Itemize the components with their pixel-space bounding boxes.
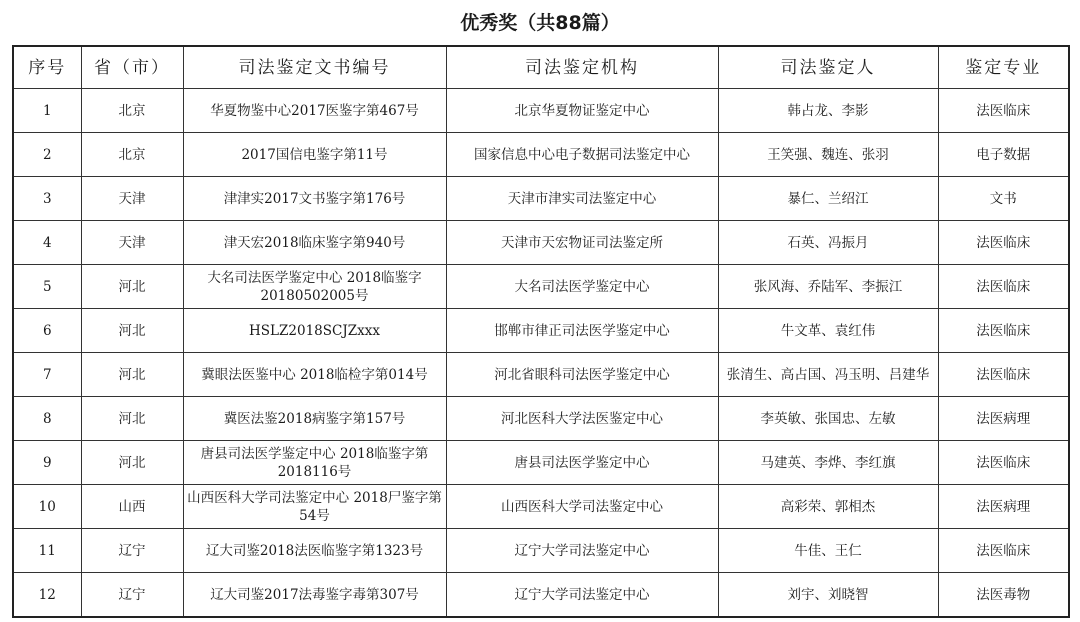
cell-province: 河北: [81, 265, 183, 309]
header-specialty: 鉴定专业: [938, 46, 1069, 89]
cell-province: 北京: [81, 89, 183, 133]
header-index: 序号: [13, 46, 81, 89]
table-row: [13, 485, 1069, 529]
cell-index: 12: [13, 573, 81, 618]
cell-institution: 唐县司法医学鉴定中心: [446, 441, 718, 485]
cell-document-number: 冀眼法医鉴中心 2018临检字第014号: [183, 353, 446, 397]
cell-appraisers: 王笑强、魏连、张羽: [718, 133, 938, 177]
cell-specialty: 法医临床: [938, 353, 1069, 397]
cell-index: 11: [13, 529, 81, 573]
award-table: [12, 45, 1070, 618]
cell-institution: 北京华夏物证鉴定中心: [446, 89, 718, 133]
cell-specialty: 法医临床: [938, 529, 1069, 573]
cell-appraisers: 刘宇、刘晓智: [718, 573, 938, 618]
cell-institution: 辽宁大学司法鉴定中心: [446, 529, 718, 573]
table-row: [13, 133, 1069, 177]
cell-index: 4: [13, 221, 81, 265]
cell-index: 2: [13, 133, 81, 177]
cell-document-number: 冀医法鉴2018病鉴字第157号: [183, 397, 446, 441]
cell-appraisers: 暴仁、兰绍江: [718, 177, 938, 221]
cell-specialty: 法医临床: [938, 265, 1069, 309]
header-province: 省（市）: [81, 46, 183, 89]
cell-specialty: 法医临床: [938, 309, 1069, 353]
cell-institution: 大名司法医学鉴定中心: [446, 265, 718, 309]
cell-document-number: 大名司法医学鉴定中心 2018临鉴字20180502005号: [183, 265, 446, 309]
cell-index: 8: [13, 397, 81, 441]
table-row: [13, 221, 1069, 265]
cell-appraisers: 马建英、李烨、李红旗: [718, 441, 938, 485]
table-row: [13, 309, 1069, 353]
cell-appraisers: 韩占龙、李影: [718, 89, 938, 133]
cell-specialty: 法医临床: [938, 221, 1069, 265]
cell-province: 辽宁: [81, 573, 183, 618]
cell-index: 6: [13, 309, 81, 353]
table-row: [13, 397, 1069, 441]
cell-index: 5: [13, 265, 81, 309]
cell-appraisers: 牛文革、袁红伟: [718, 309, 938, 353]
cell-appraisers: 石英、冯振月: [718, 221, 938, 265]
cell-document-number: 辽大司鉴2017法毒鉴字毒第307号: [183, 573, 446, 618]
table-row: [13, 353, 1069, 397]
cell-institution: 河北医科大学法医鉴定中心: [446, 397, 718, 441]
table-row: [13, 441, 1069, 485]
cell-appraisers: 李英敏、张国忠、左敏: [718, 397, 938, 441]
cell-province: 山西: [81, 485, 183, 529]
cell-province: 辽宁: [81, 529, 183, 573]
cell-specialty: 法医病理: [938, 485, 1069, 529]
table-row: [13, 177, 1069, 221]
cell-institution: 辽宁大学司法鉴定中心: [446, 573, 718, 618]
cell-province: 北京: [81, 133, 183, 177]
header-institution: 司法鉴定机构: [446, 46, 718, 89]
cell-document-number: 唐县司法医学鉴定中心 2018临鉴字第2018116号: [183, 441, 446, 485]
header-row: [13, 46, 1069, 89]
header-document-number: 司法鉴定文书编号: [183, 46, 446, 89]
cell-appraisers: 牛佳、王仁: [718, 529, 938, 573]
cell-document-number: 津津实2017文书鉴字第176号: [183, 177, 446, 221]
cell-index: 3: [13, 177, 81, 221]
table-row: [13, 89, 1069, 133]
cell-appraisers: 高彩荣、郭相杰: [718, 485, 938, 529]
cell-index: 7: [13, 353, 81, 397]
cell-appraisers: 张风海、乔陆军、李振江: [718, 265, 938, 309]
cell-institution: 天津市天宏物证司法鉴定所: [446, 221, 718, 265]
cell-specialty: 法医病理: [938, 397, 1069, 441]
cell-institution: 山西医科大学司法鉴定中心: [446, 485, 718, 529]
cell-specialty: 法医毒物: [938, 573, 1069, 618]
cell-province: 天津: [81, 221, 183, 265]
cell-appraisers: 张清生、高占国、冯玉明、吕建华: [718, 353, 938, 397]
cell-specialty: 电子数据: [938, 133, 1069, 177]
cell-document-number: 津天宏2018临床鉴字第940号: [183, 221, 446, 265]
cell-specialty: 文书: [938, 177, 1069, 221]
cell-province: 河北: [81, 397, 183, 441]
cell-province: 河北: [81, 441, 183, 485]
cell-institution: 邯郸市律正司法医学鉴定中心: [446, 309, 718, 353]
header-appraisers: 司法鉴定人: [718, 46, 938, 89]
cell-province: 河北: [81, 353, 183, 397]
cell-document-number: 2017国信电鉴字第11号: [183, 133, 446, 177]
table-row: [13, 265, 1069, 309]
cell-specialty: 法医临床: [938, 89, 1069, 133]
table-row: [13, 529, 1069, 573]
cell-institution: 天津市津实司法鉴定中心: [446, 177, 718, 221]
cell-index: 10: [13, 485, 81, 529]
cell-province: 天津: [81, 177, 183, 221]
cell-document-number: 辽大司鉴2018法医临鉴字第1323号: [183, 529, 446, 573]
cell-institution: 国家信息中心电子数据司法鉴定中心: [446, 133, 718, 177]
cell-index: 1: [13, 89, 81, 133]
page-title: 优秀奖（共88篇）: [460, 12, 620, 34]
cell-document-number: HSLZ2018SCJZxxx: [183, 309, 446, 353]
cell-document-number: 山西医科大学司法鉴定中心 2018尸鉴字第54号: [183, 485, 446, 529]
cell-specialty: 法医临床: [938, 441, 1069, 485]
cell-province: 河北: [81, 309, 183, 353]
table-row: [13, 573, 1069, 618]
cell-document-number: 华夏物鉴中心2017医鉴字第467号: [183, 89, 446, 133]
cell-index: 9: [13, 441, 81, 485]
cell-institution: 河北省眼科司法医学鉴定中心: [446, 353, 718, 397]
